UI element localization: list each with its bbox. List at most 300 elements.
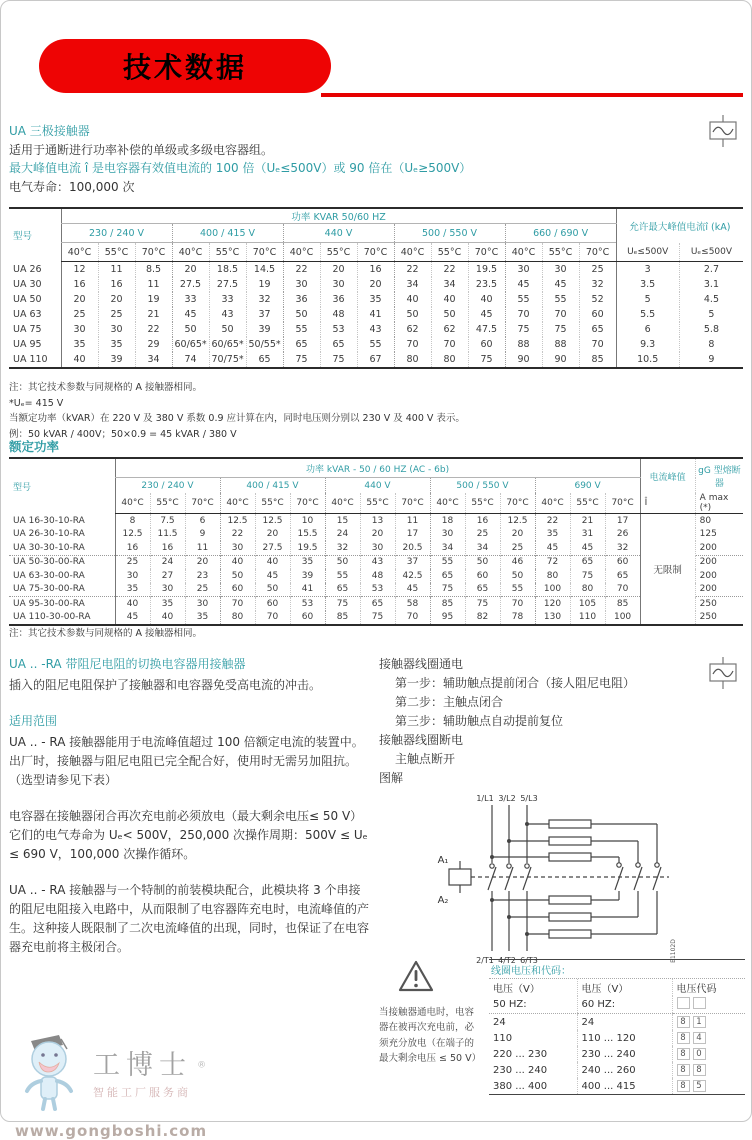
table-row bbox=[9, 611, 743, 626]
model-cell: UA 95-30-00-RA bbox=[9, 597, 115, 611]
voltage-60hz-cell: 110 ... 120 bbox=[577, 1030, 672, 1046]
table-cell: 53 bbox=[360, 583, 395, 597]
table-cell: 24 bbox=[150, 555, 185, 569]
diagram-ref-code: E1102D bbox=[670, 939, 677, 963]
table-cell: 17 bbox=[395, 528, 430, 542]
table-cell: 30 bbox=[115, 569, 150, 583]
table-cell: 35 bbox=[290, 555, 325, 569]
ua-ra-rated-power-table bbox=[9, 457, 743, 626]
table-cell: 20 bbox=[98, 292, 135, 307]
header-cell: 40°C bbox=[172, 243, 209, 262]
voltage-60hz-cell: 230 ... 240 bbox=[577, 1046, 672, 1062]
code-box: 0 bbox=[693, 1048, 706, 1060]
table-cell: 20 bbox=[320, 262, 357, 278]
header-cell: 电压（V） bbox=[493, 984, 540, 995]
table-cell: 39 bbox=[290, 569, 325, 583]
coil-step: 第三步：辅助触点自动提前复位 bbox=[395, 714, 564, 728]
table-cell: 60 bbox=[579, 307, 616, 322]
header-cell: 40°C bbox=[535, 493, 570, 514]
diagram-label-t2: 4/T2 bbox=[498, 956, 516, 965]
table-cell: 41 bbox=[290, 583, 325, 597]
table-cell: 75 bbox=[465, 597, 500, 611]
header-cell: 40°C bbox=[220, 493, 255, 514]
header-cell: 70°C bbox=[185, 493, 220, 514]
header-cell: 40°C bbox=[325, 493, 360, 514]
table-cell: 45 bbox=[570, 541, 605, 555]
diagram-label-a1: A₁ bbox=[437, 855, 449, 866]
table-cell: 70 bbox=[395, 611, 430, 626]
ra-paragraph: 电容器在接触器闭合再次充电前必须放电（最大剩余电压≤ 50 V）它们的电气寿命为 Uₑ< 500V，250,000 次操作周期：500V ≤ Uₑ ≤ 690 V，100,000 次操作循环。 bbox=[9, 809, 368, 861]
table-cell: 45 bbox=[535, 541, 570, 555]
table-cell: 22 bbox=[135, 322, 172, 337]
header-cell: 电压（V） bbox=[577, 979, 672, 996]
table-cell: 20 bbox=[360, 528, 395, 542]
table-cell: 14.5 bbox=[246, 262, 283, 278]
table-cell: 60/65* bbox=[209, 337, 246, 352]
table-cell: 20 bbox=[357, 277, 394, 292]
logo-tagline: 智能工厂服务商 bbox=[93, 1086, 191, 1099]
table-cell: 67 bbox=[357, 352, 394, 368]
table-cell: 19 bbox=[246, 277, 283, 292]
table-cell: 8.5 bbox=[135, 262, 172, 278]
table-cell: 22 bbox=[431, 262, 468, 278]
model-cell: UA 26-30-10-RA bbox=[13, 529, 85, 540]
header-cell: 70°C bbox=[246, 243, 283, 262]
header-cell: 230 / 240 V bbox=[115, 478, 220, 494]
table-cell: 65 bbox=[570, 555, 605, 569]
ra-description-column bbox=[9, 655, 371, 974]
header-cell: Uₑ≤500V bbox=[679, 243, 743, 262]
table-cell: 9.3 bbox=[616, 337, 679, 352]
table-cell: 32 bbox=[246, 292, 283, 307]
intro-line2: 最大峰值电流 î 是电容器有效值电流的 100 倍（Uₑ≤500V）或 90 倍在（Uₑ≥500V） bbox=[9, 161, 472, 175]
fuse-cell: 250 bbox=[695, 597, 743, 611]
coil-voltage-section bbox=[379, 959, 747, 1095]
ua-power-table bbox=[9, 207, 743, 369]
header-cell: 230 / 240 V bbox=[61, 224, 172, 243]
warning-block bbox=[379, 959, 482, 1095]
wiring-diagram bbox=[419, 791, 747, 987]
coil-voltage-table bbox=[489, 959, 745, 1095]
table-cell: 45 bbox=[255, 569, 290, 583]
table-cell: 32 bbox=[579, 277, 616, 292]
header-cell: 55°C bbox=[431, 243, 468, 262]
table-cell: 13 bbox=[360, 514, 395, 528]
table-cell: 70 bbox=[579, 337, 616, 352]
table-cell: 55 bbox=[542, 292, 579, 307]
note-line: 例：50 kVAR / 400V；50×0.9 = 45 kVAR / 380 V bbox=[9, 428, 237, 440]
fuse-cell: 125 bbox=[695, 528, 743, 542]
voltage-50hz-cell: 230 ... 240 bbox=[493, 1064, 548, 1076]
table-cell: 35 bbox=[535, 528, 570, 542]
header-cell: 55°C bbox=[465, 493, 500, 514]
voltage-code-cell bbox=[672, 1078, 745, 1094]
table-cell: 65 bbox=[320, 337, 357, 352]
header-cell: 55°C bbox=[570, 493, 605, 514]
table-cell: 24 bbox=[325, 528, 360, 542]
table-cell: 65 bbox=[579, 322, 616, 337]
table-cell: 60 bbox=[465, 569, 500, 583]
voltage-code-cell bbox=[672, 1030, 745, 1046]
header-cell: 电压代码 bbox=[672, 979, 745, 996]
table-cell: 90 bbox=[505, 352, 542, 368]
ra-scope-title: 适用范围 bbox=[9, 714, 58, 728]
header-cell: 660 / 690 V bbox=[505, 224, 616, 243]
table-cell: 40 bbox=[61, 352, 98, 368]
table-cell: 8 bbox=[679, 337, 743, 352]
header-cell: 55°C bbox=[209, 243, 246, 262]
header-cell: 70°C bbox=[357, 243, 394, 262]
fuse-cell: 200 bbox=[695, 583, 743, 597]
table-cell: 16 bbox=[115, 541, 150, 555]
table-row bbox=[9, 292, 743, 307]
table-cell: 70 bbox=[255, 611, 290, 626]
table-cell: 65 bbox=[430, 569, 465, 583]
table-cell: 70 bbox=[542, 307, 579, 322]
header-cell: A max (*) bbox=[695, 493, 743, 514]
table-cell: 65 bbox=[605, 569, 640, 583]
code-box: 8 bbox=[677, 1080, 690, 1092]
table-cell: 85 bbox=[605, 597, 640, 611]
table-cell: 33 bbox=[209, 292, 246, 307]
table-cell: 33 bbox=[172, 292, 209, 307]
table-cell: 65 bbox=[465, 583, 500, 597]
code-box bbox=[693, 997, 706, 1009]
table-cell: 75 bbox=[325, 597, 360, 611]
voltage-50hz-cell: 110 bbox=[493, 1032, 513, 1044]
code-box: 8 bbox=[677, 1032, 690, 1044]
table-cell: 62 bbox=[431, 322, 468, 337]
code-box: 4 bbox=[693, 1032, 706, 1044]
table-cell: 11 bbox=[185, 541, 220, 555]
table-cell: 50 bbox=[209, 322, 246, 337]
table-cell: 88 bbox=[505, 337, 542, 352]
table-cell: 36 bbox=[283, 292, 320, 307]
table-cell: 78 bbox=[500, 611, 535, 626]
table-row bbox=[9, 514, 743, 528]
table-cell: 25 bbox=[579, 262, 616, 278]
header-cell: Î bbox=[640, 493, 695, 514]
table-cell: 32 bbox=[325, 541, 360, 555]
table-cell: 5 bbox=[679, 307, 743, 322]
coil-table-row bbox=[489, 1078, 745, 1094]
table-cell: 21 bbox=[135, 307, 172, 322]
table-cell: 27.5 bbox=[255, 541, 290, 555]
table-cell: 9 bbox=[185, 528, 220, 542]
code-box: 8 bbox=[677, 1048, 690, 1060]
table-cell: 75 bbox=[430, 583, 465, 597]
table-cell: 20 bbox=[61, 292, 98, 307]
header-cell: 70°C bbox=[579, 243, 616, 262]
table-cell: 50/55* bbox=[246, 337, 283, 352]
header-cell: 电流峰值 bbox=[640, 458, 695, 493]
table-cell: 45 bbox=[468, 307, 505, 322]
table-cell: 50 bbox=[255, 583, 290, 597]
model-cell: UA 30-30-10-RA bbox=[13, 542, 85, 553]
model-cell: UA 50 bbox=[13, 294, 42, 305]
table-cell: 55 bbox=[505, 292, 542, 307]
header-cell: 55°C bbox=[255, 493, 290, 514]
table-cell: 75 bbox=[320, 352, 357, 368]
table-cell: 75 bbox=[570, 569, 605, 583]
table-cell: 6 bbox=[616, 322, 679, 337]
table-cell: 22 bbox=[394, 262, 431, 278]
header-cell: 40°C bbox=[505, 243, 542, 262]
table-row bbox=[9, 337, 743, 352]
header-cell: 55°C bbox=[320, 243, 357, 262]
rated-power-title: 额定功率 bbox=[9, 439, 60, 454]
table-cell: 21 bbox=[570, 514, 605, 528]
table-cell: 39 bbox=[246, 322, 283, 337]
table-cell: 35 bbox=[115, 583, 150, 597]
diagram-label-l2: 3/L2 bbox=[498, 794, 516, 803]
coil-table-row bbox=[489, 1062, 745, 1078]
table-cell: 10.5 bbox=[616, 352, 679, 368]
header-cell: 440 V bbox=[325, 478, 430, 494]
table-cell: 6 bbox=[185, 514, 220, 528]
logo-name: 工博士 bbox=[93, 1050, 192, 1081]
gongboshi-logo bbox=[15, 1029, 207, 1140]
table-cell: 22 bbox=[535, 514, 570, 528]
header-cell: 70°C bbox=[605, 493, 640, 514]
registered-mark: ® bbox=[197, 1060, 207, 1071]
coil-off-title: 接触器线圈断电 bbox=[379, 733, 464, 747]
table-cell: 50 bbox=[465, 555, 500, 569]
table-cell: 12.5 bbox=[115, 528, 150, 542]
fuse-cell: 80 bbox=[695, 514, 743, 528]
coil-off-step: 主触点断开 bbox=[395, 752, 456, 766]
code-box: 8 bbox=[693, 1064, 706, 1076]
table-cell: 11 bbox=[98, 262, 135, 278]
table-cell: 23 bbox=[185, 569, 220, 583]
table-cell: 70 bbox=[220, 597, 255, 611]
table-cell: 20 bbox=[500, 528, 535, 542]
table1-notes bbox=[9, 380, 729, 442]
note-line: 注：其它技术参数与同规格的 A 接触器相同。 bbox=[9, 382, 203, 393]
table-cell: 80 bbox=[570, 583, 605, 597]
table-cell: 17 bbox=[605, 514, 640, 528]
table-cell: 75 bbox=[505, 322, 542, 337]
table-cell: 25 bbox=[98, 307, 135, 322]
note-line: *Uₑ= 415 V bbox=[9, 397, 64, 409]
table-cell: 41 bbox=[357, 307, 394, 322]
header-cell: 型号 bbox=[13, 482, 32, 493]
header-cell: 功率 KVAR 50/60 HZ bbox=[61, 208, 616, 224]
table-cell: 60 bbox=[290, 611, 325, 626]
table-cell: 5 bbox=[616, 292, 679, 307]
table-cell: 18.5 bbox=[209, 262, 246, 278]
table-cell: 35 bbox=[185, 611, 220, 626]
table-cell: 37 bbox=[395, 555, 430, 569]
table-cell: 4.5 bbox=[679, 292, 743, 307]
table-cell: 82 bbox=[465, 611, 500, 626]
table-cell: 43 bbox=[209, 307, 246, 322]
table-cell: 3.5 bbox=[616, 277, 679, 292]
table-cell: 60/65* bbox=[172, 337, 209, 352]
table-cell: 15 bbox=[325, 514, 360, 528]
voltage-60hz-cell: 24 bbox=[577, 1014, 672, 1031]
table-cell: 12.5 bbox=[220, 514, 255, 528]
coil-table-row bbox=[489, 1014, 745, 1031]
header-cell: 500 / 550 V bbox=[394, 224, 505, 243]
model-cell: UA 75-30-00-RA bbox=[13, 584, 85, 595]
table-cell: 40 bbox=[150, 611, 185, 626]
header-cell: 40°C bbox=[115, 493, 150, 514]
model-cell: UA 26 bbox=[13, 263, 42, 275]
table-cell: 45 bbox=[395, 583, 430, 597]
table-cell: 55 bbox=[325, 569, 360, 583]
table-cell: 46 bbox=[500, 555, 535, 569]
model-cell: UA 16-30-10-RA bbox=[13, 515, 85, 526]
table-cell: 20 bbox=[172, 262, 209, 278]
warning-text: 当接触器通电时，电容器在被再次充电前，必须充分放电（在端子的最大剩余电压 ≤ 50 V） bbox=[379, 1006, 482, 1064]
header-cell: 40°C bbox=[430, 493, 465, 514]
table-cell: 100 bbox=[535, 583, 570, 597]
table-cell: 19.5 bbox=[290, 541, 325, 555]
table-cell: 25 bbox=[185, 583, 220, 597]
table-cell: 34 bbox=[135, 352, 172, 368]
table-cell: 85 bbox=[430, 597, 465, 611]
peak-current-cell: 无限制 bbox=[640, 514, 695, 626]
intro-block bbox=[9, 122, 669, 196]
table-cell: 27.5 bbox=[172, 277, 209, 292]
table-cell: 27.5 bbox=[209, 277, 246, 292]
table-cell: 100 bbox=[605, 611, 640, 626]
table-cell: 5.8 bbox=[679, 322, 743, 337]
table-cell: 11 bbox=[395, 514, 430, 528]
table-cell: 20.5 bbox=[395, 541, 430, 555]
table-cell: 50 bbox=[325, 555, 360, 569]
table-cell: 75 bbox=[542, 322, 579, 337]
header-cell: 400 / 415 V bbox=[220, 478, 325, 494]
table-cell: 9 bbox=[679, 352, 743, 368]
table-cell: 90 bbox=[542, 352, 579, 368]
table-cell: 85 bbox=[579, 352, 616, 368]
table-cell: 35 bbox=[98, 337, 135, 352]
table-cell: 53 bbox=[290, 597, 325, 611]
model-cell: UA 95 bbox=[13, 339, 42, 350]
table-row bbox=[9, 597, 743, 611]
header-cell: 功率 kVAR - 50 / 60 HZ (AC - 6b) bbox=[115, 458, 640, 478]
fuse-cell: 200 bbox=[695, 569, 743, 583]
header-cell: 690 V bbox=[535, 478, 640, 494]
table-cell: 58 bbox=[395, 597, 430, 611]
header-cell: 70°C bbox=[135, 243, 172, 262]
code-placeholder bbox=[672, 996, 745, 1014]
table-cell: 16 bbox=[465, 514, 500, 528]
model-cell: UA 110 bbox=[13, 354, 48, 365]
voltage-code-cell bbox=[672, 1014, 745, 1031]
table-cell: 25 bbox=[61, 307, 98, 322]
fuse-cell: 250 bbox=[695, 611, 743, 626]
table-cell: 72 bbox=[535, 555, 570, 569]
table-cell: 29 bbox=[135, 337, 172, 352]
table-cell: 45 bbox=[505, 277, 542, 292]
table-cell: 19 bbox=[135, 292, 172, 307]
figure-label: 图解 bbox=[379, 771, 404, 785]
header-cell: 70°C bbox=[395, 493, 430, 514]
coil-table-row bbox=[489, 1046, 745, 1062]
diagram-label-l3: 5/L3 bbox=[520, 794, 538, 803]
table-cell: 25 bbox=[115, 555, 150, 569]
voltage-60hz-cell: 400 ... 415 bbox=[577, 1078, 672, 1094]
table-cell: 65 bbox=[360, 597, 395, 611]
code-box bbox=[677, 997, 690, 1009]
table-cell: 30 bbox=[61, 322, 98, 337]
table-cell: 62 bbox=[394, 322, 431, 337]
table-cell: 19.5 bbox=[468, 262, 505, 278]
table-cell: 16 bbox=[150, 541, 185, 555]
table-cell: 36 bbox=[320, 292, 357, 307]
table-cell: 30 bbox=[220, 541, 255, 555]
voltage-50hz-cell: 220 ... 230 bbox=[493, 1048, 548, 1060]
table-cell: 40 bbox=[468, 292, 505, 307]
table-cell: 55 bbox=[357, 337, 394, 352]
voltage-code-cell bbox=[672, 1046, 745, 1062]
table-cell: 25 bbox=[465, 528, 500, 542]
code-box: 1 bbox=[693, 1016, 706, 1028]
header-cell: 55°C bbox=[150, 493, 185, 514]
header-cell: 50 HZ: bbox=[489, 996, 577, 1014]
table-row bbox=[9, 555, 743, 569]
table-cell: 30 bbox=[283, 277, 320, 292]
table-cell: 110 bbox=[570, 611, 605, 626]
table-cell: 16 bbox=[357, 262, 394, 278]
table-cell: 105 bbox=[570, 597, 605, 611]
header-cell: 400 / 415 V bbox=[172, 224, 283, 243]
table-cell: 30 bbox=[150, 583, 185, 597]
table-cell: 30 bbox=[185, 597, 220, 611]
coil-code-table bbox=[489, 979, 745, 1094]
table-cell: 2.7 bbox=[679, 262, 743, 278]
table-cell: 88 bbox=[542, 337, 579, 352]
table-cell: 50 bbox=[172, 322, 209, 337]
table-cell: 35 bbox=[150, 597, 185, 611]
table-cell: 32 bbox=[605, 541, 640, 555]
intro-line1: 适用于通断进行功率补偿的单级或多级电容器组。 bbox=[9, 142, 274, 157]
table-cell: 12.5 bbox=[255, 514, 290, 528]
table-cell: 34 bbox=[431, 277, 468, 292]
table-row bbox=[9, 262, 743, 278]
note-line: 当额定功率（kVAR）在 220 V 及 380 V 系数 0.9 应计算在内，同时电压则分别以 230 V 及 400 V 表示。 bbox=[9, 413, 465, 424]
ra-paragraph: UA .. - RA 接触器与一个特制的前装模块配合，此模块将 3 个串接的阻尼电阻接入电路中，从而限制了电容器阵充电时，电流峰值的产生。这种接人既限制了二次电流峰值的出现，同时，也保证了在电容器充电前将主极闭合。 bbox=[9, 883, 370, 954]
table-cell: 20 bbox=[185, 555, 220, 569]
table-cell: 60 bbox=[605, 555, 640, 569]
table-cell: 55 bbox=[500, 583, 535, 597]
table-cell: 30 bbox=[320, 277, 357, 292]
table-cell: 60 bbox=[468, 337, 505, 352]
table-cell: 22 bbox=[220, 528, 255, 542]
coil-table-row bbox=[489, 1030, 745, 1046]
table-row bbox=[9, 528, 743, 542]
header-cell: 40°C bbox=[61, 243, 98, 262]
voltage-50hz-cell: 24 bbox=[493, 1016, 506, 1028]
header-cell: 55°C bbox=[98, 243, 135, 262]
table-cell: 48 bbox=[320, 307, 357, 322]
table-cell: 15.5 bbox=[290, 528, 325, 542]
table-row bbox=[9, 541, 743, 555]
coil-step: 第二步：主触点闭合 bbox=[395, 695, 504, 709]
diagram-label-a2: A₂ bbox=[437, 895, 449, 906]
table-cell: 39 bbox=[98, 352, 135, 368]
logo-mascot-icon bbox=[15, 1029, 87, 1119]
header-cell: 40°C bbox=[283, 243, 320, 262]
table-cell: 5.5 bbox=[616, 307, 679, 322]
table-cell: 3.1 bbox=[679, 277, 743, 292]
table-cell: 70 bbox=[605, 583, 640, 597]
table-cell: 16 bbox=[61, 277, 98, 292]
table-cell: 75 bbox=[468, 352, 505, 368]
